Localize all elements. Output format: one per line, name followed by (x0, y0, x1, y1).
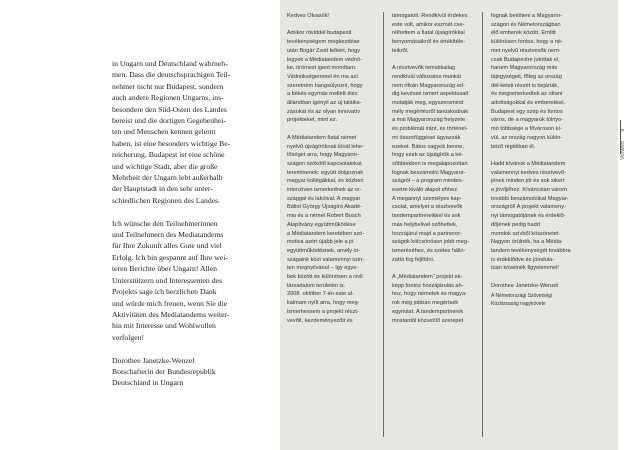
column-divider (383, 12, 384, 437)
hungarian-paragraph: Hadd kívánok a Médiatandem valamennyi kedves résztvevő- jének minden jót és sok sikert a jövőjéhez. Kíváncsian várom további beszámolóikat Magyar- országról! A projekt valameny- nyi támogatójának és érdeklő- dőjének pedig hadd mondok szívből köszönetet. Nagyon örülnék, ha a Média- tandem tevékenységét továbbra is érdeklődve és jóindula- túan követnék figyelemmel! (491, 160, 571, 272)
section-tab-label: Vorwort (620, 141, 626, 160)
hungarian-paragraph: Amikor röviddel budapesti tevékenységem megkezdése után Bogár Zsolt felkért, hogy legyek a Médiatandem védnö- ke, örömest igent mondtam. Védnökségemmel én ma azt szeretném hangsúlyozni, hogy a békés egymás mellett élés állandóan igényli az új találko- zásokat és az olyan innovatív projekteket, mint ez. (287, 30, 363, 124)
section-tab (620, 129, 626, 160)
german-paragraph-1: in Ungarn und Deutschland wahrneh- men. Dass die deutschsprachigen Teil- nehmer nicht nur Budapest, sondern auch andere Regionen Ungarns, ins- besondere den Süd-Osten des Landes bereist und die dortigen Gegebenhei- ten und Menschen kennen gelernt haben, ist eine besonders wichtige Be- reicherung. Budapest ist eine schöne und wichtige Stadt, aber die große Mehrheit der Ungarn lebt außerhalb der Hauptstadt in den sehr unter- schiedlichen Regionen des Landes. (112, 59, 231, 205)
hungarian-column-3 (491, 12, 583, 309)
hungarian-translation-panel (280, 0, 618, 450)
hungarian-paragraph: A Médiatandem fiatal német nyelvű újságíróknak kínál lehe- tőséget arra, hogy Magyaror- szágon szókötő kapcsolatokat teremtsenek: együtt dolgoznak magyar kollégákkal, és közben intenzíven ismerkednek az or- szággal és lakóival. A magyar Bálint György Újságíró Akadé- mia és a német Robert Bosch Alapítvány együttműködése a Médiatandem keretében szó- motiva azért újabb jele a jó együttműködésnek, amely or- szágaink közt valamennyi szin- ten megnyilvánul – így egye- bek között és különösen a civil társadalom területén is. 2008. október 7-én este al- kalmam nyílt arra, hogy meg- ismerhessem a projekt részt- vevőit, kezdeményezőit és (287, 134, 365, 324)
german-foreword-column (112, 58, 268, 389)
hungarian-salutation: Kedves Olvasók! (287, 13, 329, 19)
hungarian-signature-name: Dorothee Janetzke-Wenzel (491, 282, 559, 289)
hungarian-paragraph: támogatóit. Rendkívül érdekes este volt, amikor eszmét cse- rélhettem a fiatal újságírókkal benyomásaikról és értékítéle- teikről. (392, 13, 468, 54)
german-signature: Dorothee Janetzke-Wenzel Botschafterin der Bundesrepublik Deutschland in Ungarn (112, 355, 216, 388)
german-paragraph-2: Ich wünsche den Teilnehmerinnen und Teilnehmern des Mediatandems für Ihre Zukunft alles Gute und viel Erfolg. Ich bin gespannt auf Ihre wei- teren Berichte über Ungarn! Allen Unterstützern und Interessenten des Projekts sage ich herzlichen Dank und würde mich freuen, wenn Sie die Aktivitäten des Mediatandems weiter- hin mit Interesse und Wohlwollen verfolgen! (112, 218, 230, 342)
hungarian-signature-title: A Németországi Szövetségi Köztársaság nagykövete (491, 293, 553, 308)
hungarian-paragraph: A résztvevők tematikailag rendkívül változatos munkái nem ritkán Magyarország ed- dig kevéssé ismert aspektusait mutatják meg, egyszersmind mély megértésről tanúskodnak a mai Magyarország helyzete és problémái iránt, és történel- mi összefüggései ágyazzák ezeket. Bátos vagyok benne, hogy ezek az újságírók a ké- sőbbiekben is megalapozottan fognak beszámolni Magyaror- szágról – a program minden- esetre kiváló alapot ehhez. A megannyi személyes kap- csolat, amelyet a résztvevők tandempartnereikkel és sok más helybelivel szőhettek, hozzájárul majd a partneror- szágok kölcsönösen jobb meg- ismeréséhez, és széles hálló- zattá fog fejlődni. (392, 65, 469, 263)
hungarian-paragraph: fognak betölteni a Magyaror- szágon és Németországban élő emberek között. Ernlitt különösen fontos, hogy a né- met nyelvű résztvevők nem- csak Budapestre jutottak el, hanem Magyarország más tájegységeit, főleg az ország dél-keleti részét is bejárták, és megismerkedtek az ottani adottságokkal és emberekkel. Budapest egy szép és fontos város, de a magyarok túlnyo- mó többsége a fővároson kí- vül, az ország nagyon külön- böző régióiban él. (491, 13, 566, 150)
hungarian-paragraph: A „Médiatandem" projekt ek- képp fontos hozzájárulás ah- hoz, hogy németek és magya- rok még jobban megértsék egymást. A tandempartnerek mostantól közvetítő szerepet (392, 274, 467, 324)
hungarian-column-2 (392, 12, 484, 334)
hungarian-column-1 (287, 12, 379, 334)
page-number: 9 (620, 128, 626, 132)
